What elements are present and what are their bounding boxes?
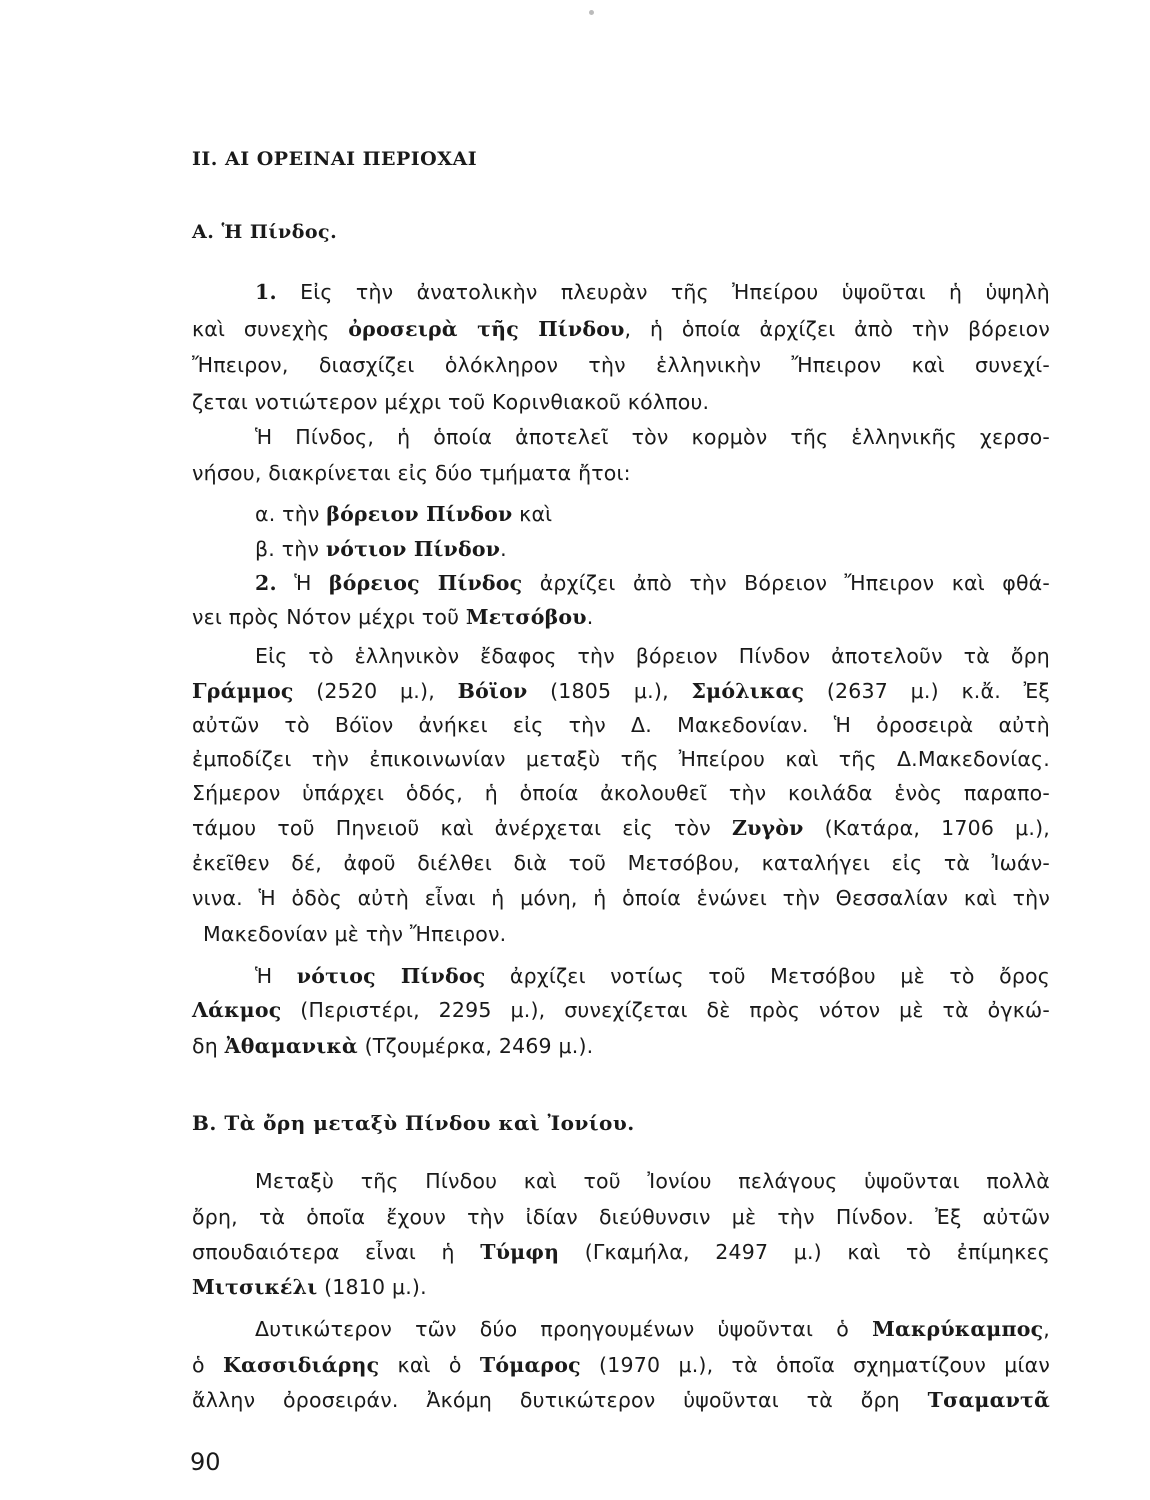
p2-line-2: νει πρὸς Νότον μέχρι τοῦ Μετσόβου.: [192, 605, 594, 629]
p4-line-3: ἄλλην ὀροσειράν. Ἀκόμη δυτικώτερον ὑψοῦνται τὰ ὄρη Τσαμαντᾶ: [192, 1388, 1050, 1412]
subsection-a-heading: Α. Ἡ Πίνδος.: [192, 221, 338, 243]
p1-line-3: Ἤπειρον, διασχίζει ὁλόκληρον τὴν ἑλληνικὴν Ἤπειρον καὶ συνεχί-: [192, 353, 1050, 377]
p3-line-1: Μεταξὺ τῆς Πίνδου καὶ τοῦ Ἰονίου πελάγους ὑψοῦνται πολλὰ: [255, 1169, 1050, 1193]
p1-line-2: καὶ συνεχὴς ὀροσειρὰ τῆς Πίνδου, ἡ ὁποία ἀρχίζει ἀπὸ τὴν βόρειον: [192, 317, 1051, 341]
p3-line-2: ὄρη, τὰ ὁποῖα ἔχουν τὴν ἰδίαν διεύθυνσιν μὲ τὴν Πίνδον. Ἐξ αὐτῶν: [192, 1205, 1050, 1229]
p4-line-2: ὁ Κασσιδιάρης καὶ ὁ Τόμαρος (1970 μ.), τὰ ὁποῖα σχηματίζουν μίαν: [192, 1353, 1050, 1377]
p2b-line-2: Λάκμος (Περιστέρι, 2295 μ.), συνεχίζεται δὲ πρὸς νότον μὲ τὰ ὀγκώ-: [192, 998, 1050, 1022]
p1-line-1: 1. Εἰς τὴν ἀνατολικὴν πλευρὰν τῆς Ἠπείρου ὑψοῦται ἡ ὑψηλὴ: [255, 280, 1050, 304]
p2-line-7: Σήμερον ὑπάρχει ὁδός, ἡ ὁποία ἀκολουθεῖ τὴν κοιλάδα ἑνὸς παραπο-: [192, 781, 1050, 805]
p2b-line-3: δη Ἀθαμανικὰ (Τζουμέρκα, 2469 μ.).: [192, 1034, 594, 1058]
p2-line-6: ἐμποδίζει τὴν ἐπικοινωνίαν μεταξὺ τῆς Ἠπείρου καὶ τῆς Δ.Μακεδονίας.: [192, 747, 1050, 771]
p1-line-4: ζεται νοτιώτερον μέχρι τοῦ Κορινθιακοῦ κόλπου.: [192, 390, 710, 414]
p2-line-4: Γράμμος (2520 μ.), Βόϊον (1805 μ.), Σμόλικας (2637 μ.) κ.ἄ. Ἐξ: [192, 679, 1050, 703]
p2-line-1: 2. Ἡ βόρειος Πίνδος ἀρχίζει ἀπὸ τὴν Βόρειον Ἤπειρον καὶ φθά-: [255, 571, 1050, 595]
p2b-line-1: Ἡ νότιος Πίνδος ἀρχίζει νοτίως τοῦ Μετσόβου μὲ τὸ ὄρος: [255, 964, 1051, 988]
subsection-b-heading: Β. Τὰ ὄρη μεταξὺ Πίνδου καὶ Ἰονίου.: [192, 1111, 635, 1135]
list-item-a: α. τὴν βόρειον Πίνδον καὶ: [255, 502, 553, 526]
section-title: II. ΑΙ ΟΡΕΙΝΑΙ ΠΕΡΙΟΧΑΙ: [192, 148, 478, 170]
p2-line-8: τάμου τοῦ Πηνειοῦ καὶ ἀνέρχεται εἰς τὸν Ζυγὸν (Κατάρα, 1706 μ.),: [192, 816, 1050, 840]
p2-line-11: Μακεδονίαν μὲ τὴν Ἤπειρον.: [203, 922, 507, 946]
scan-speck: [589, 10, 594, 15]
p3-line-4: Μιτσικέλι (1810 μ.).: [192, 1275, 427, 1299]
p4-line-1: Δυτικώτερον τῶν δύο προηγουμένων ὑψοῦνται ὁ Μακρύκαμπος,: [255, 1317, 1050, 1341]
p2-line-5: αὐτῶν τὸ Βόϊον ἀνήκει εἰς τὴν Δ. Μακεδονίαν. Ἡ ὀροσειρὰ αὐτὴ: [192, 713, 1050, 737]
p3-line-3: σπουδαιότερα εἶναι ἡ Τύμφη (Γκαμήλα, 2497 μ.) καὶ τὸ ἐπίμηκες: [192, 1240, 1050, 1264]
p2-line-9: ἐκεῖθεν δέ, ἀφοῦ διέλθει διὰ τοῦ Μετσόβου, καταλήγει εἰς τὰ Ἰωάν-: [192, 851, 1050, 875]
p2-line-3: Εἰς τὸ ἑλληνικὸν ἔδαφος τὴν βόρειον Πίνδον ἀποτελοῦν τὰ ὄρη: [255, 644, 1050, 668]
p1-line-6: νήσου, διακρίνεται εἰς δύο τμήματα ἤτοι:: [192, 461, 631, 485]
list-item-b: β. τὴν νότιον Πίνδον.: [255, 537, 507, 561]
p2-line-10: νινα. Ἡ ὁδὸς αὐτὴ εἶναι ἡ μόνη, ἡ ὁποία ἑνώνει τὴν Θεσσαλίαν καὶ τὴν: [192, 886, 1050, 910]
p1-line-5: Ἡ Πίνδος, ἡ ὁποία ἀποτελεῖ τὸν κορμὸν τῆς ἑλληνικῆς χερσο-: [255, 425, 1050, 449]
page-number: 90: [190, 1448, 221, 1476]
